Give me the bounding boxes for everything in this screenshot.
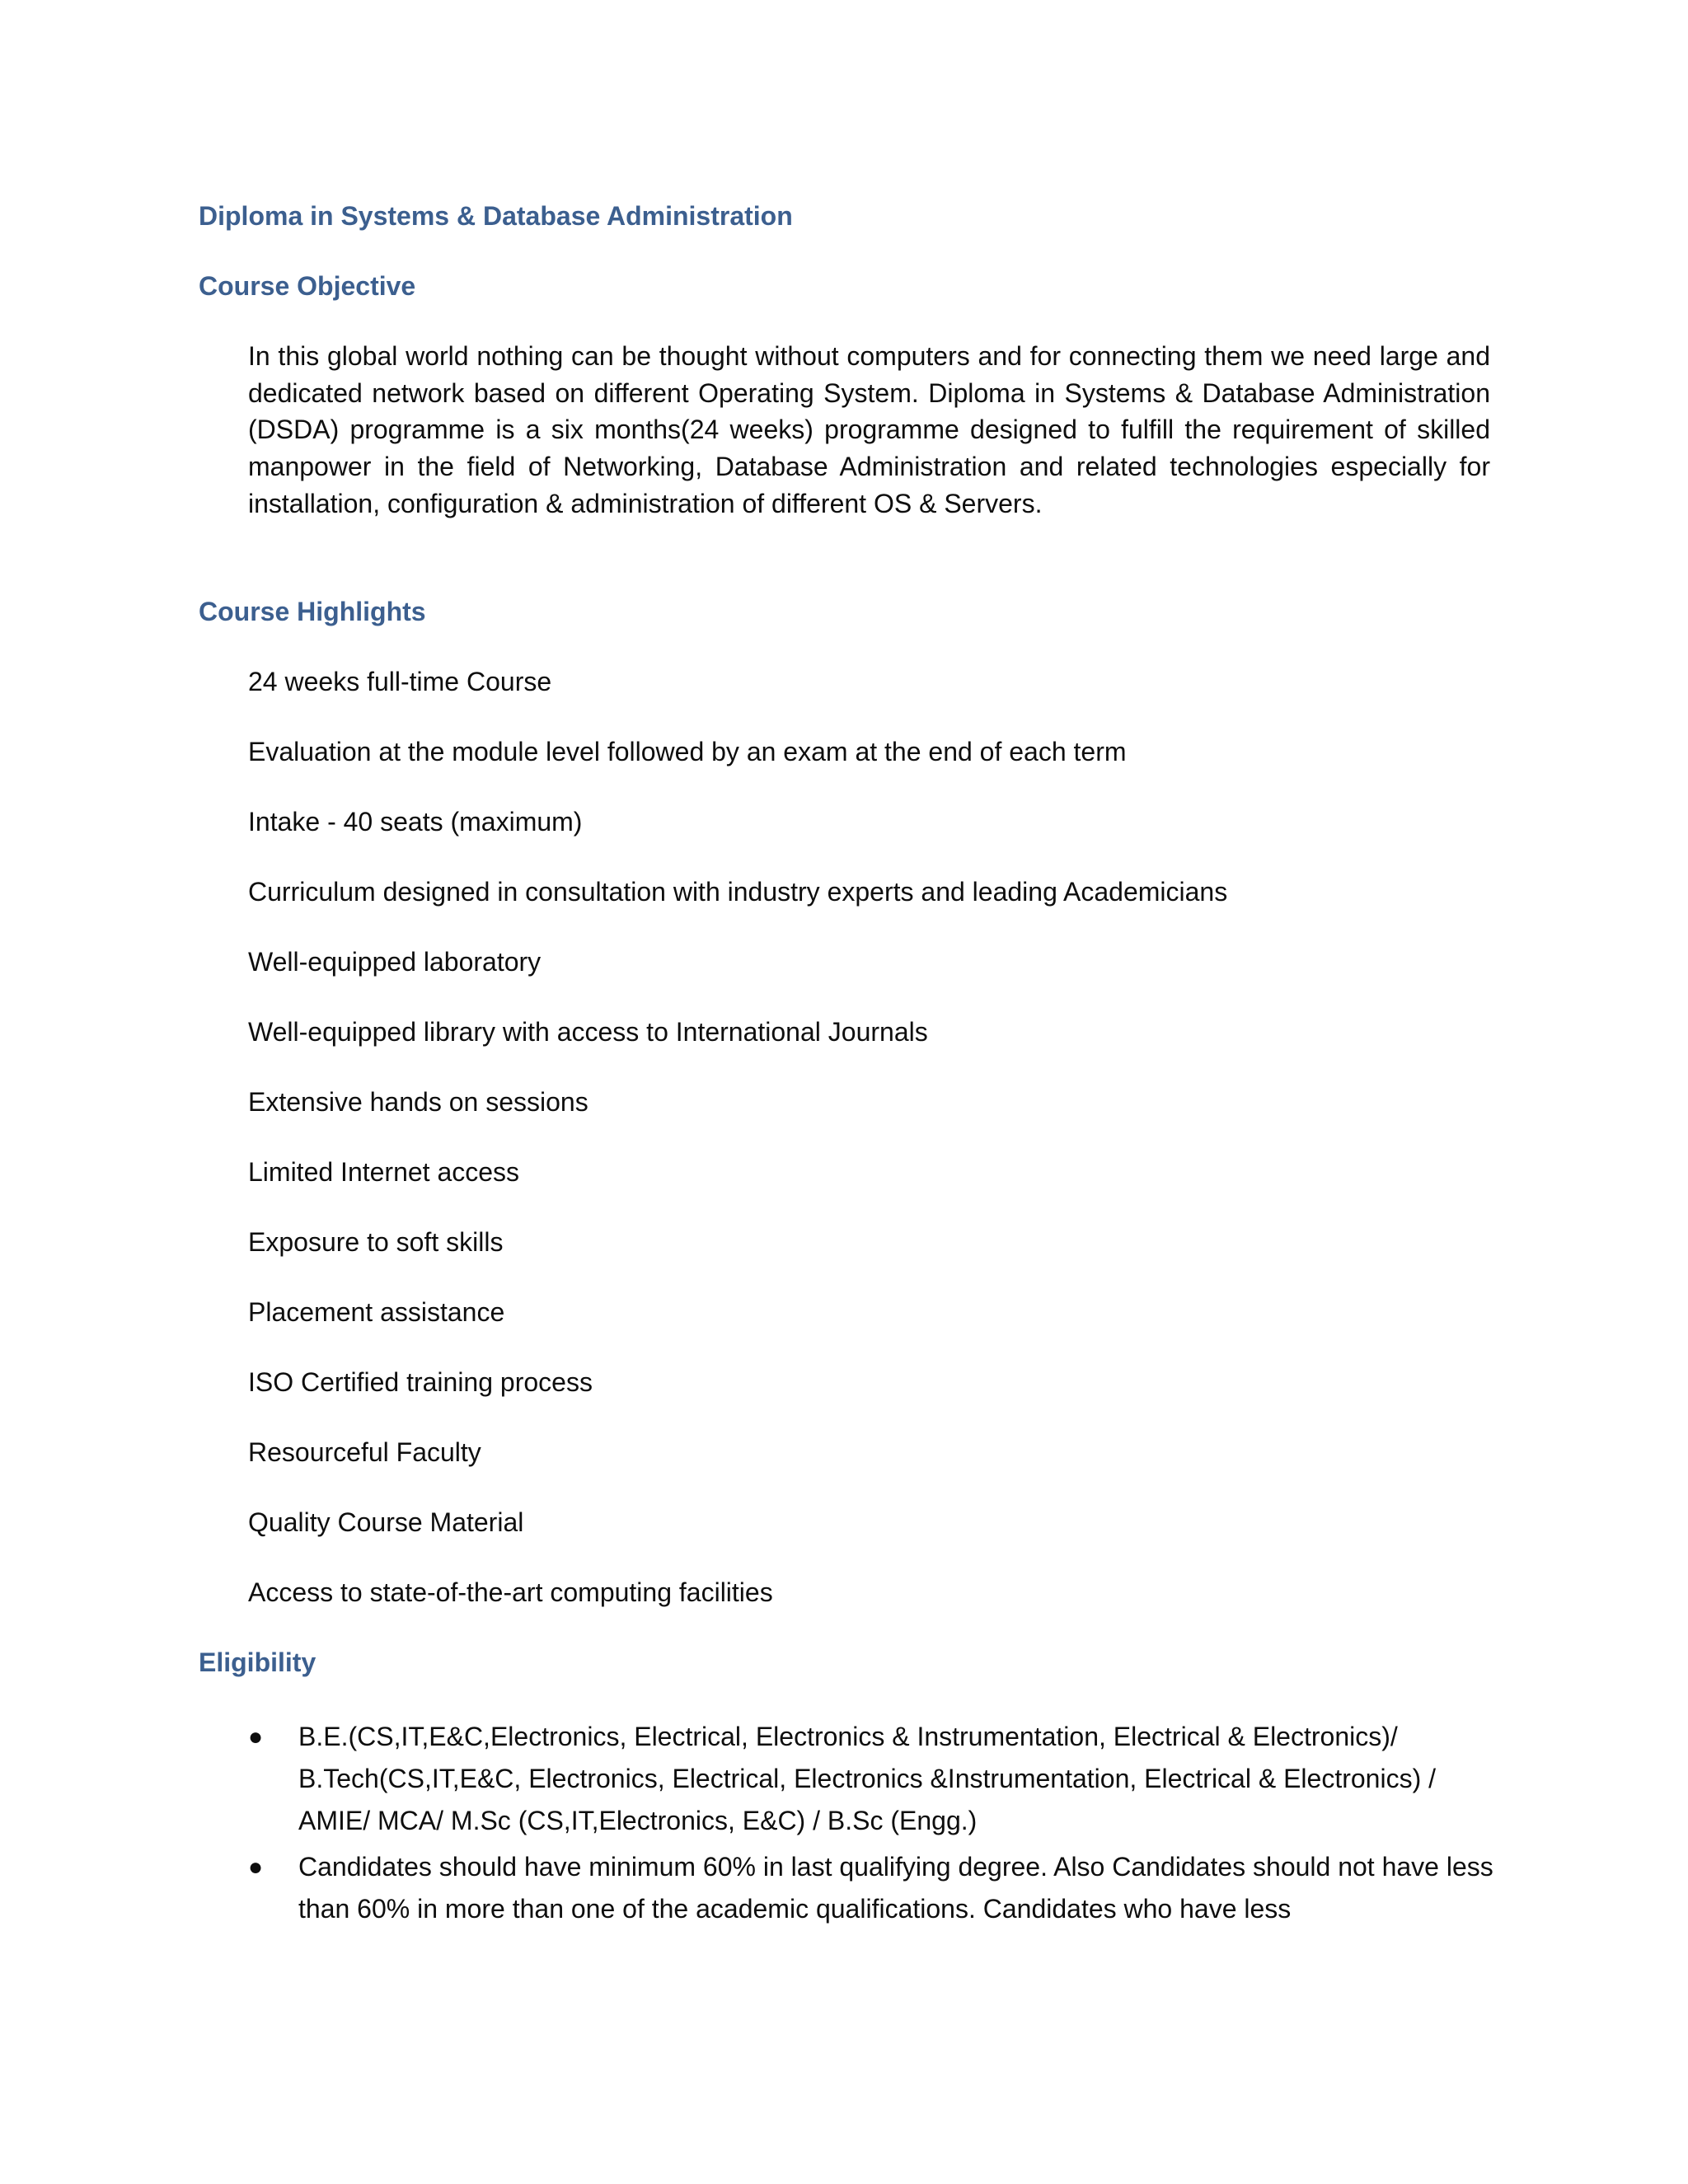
highlight-item: Intake - 40 seats (maximum) (248, 807, 583, 837)
document-title: Diploma in Systems & Database Administration (199, 201, 793, 231)
highlight-item: Resourceful Faculty (248, 1437, 481, 1467)
highlight-item: Access to state-of-the-art computing facilities (248, 1577, 773, 1607)
bullet-icon: ● (248, 1723, 264, 1750)
highlight-item: Limited Internet access (248, 1157, 520, 1187)
course-highlights-heading: Course Highlights (199, 597, 426, 626)
eligibility-heading: Eligibility (199, 1647, 316, 1677)
eligibility-item-text: B.E.(CS,IT,E&C,Electronics, Electrical, Electronics & Instrumentation, Electrical & Electronics)/ B.Tech(CS,IT,E&C, Electronics, Electrical, Electronics &Instrumentation, Electrical & Electronics) / AMIE/ MCA/ M.Sc (CS,IT,Electronics, E&C) / B.Sc (Engg.) (298, 1722, 1437, 1835)
highlight-item: Placement assistance (248, 1297, 505, 1327)
course-objective-text: In this global world nothing can be thought without computers and for connecting them we need large and dedicated network based on different Operating System. Diploma in Systems & Database Administration (DSDA) programme is a six months(24 weeks) programme designed to fulfill the requirement of skilled manpower in the field of Networking, Database Administration and related technologies especially for installation, configuration & administration of different OS & Servers. (248, 341, 1490, 518)
highlight-item: Curriculum designed in consultation with industry experts and leading Academicians (248, 877, 1228, 907)
highlight-item: Well-equipped laboratory (248, 947, 542, 977)
highlight-item: Extensive hands on sessions (248, 1087, 588, 1117)
highlight-item: Evaluation at the module level followed by an exam at the end of each term (248, 737, 1127, 766)
eligibility-item-text: Candidates should have minimum 60% in last qualifying degree. Also Candidates should not have less than 60% in more than one of the academic qualifications. Candidates who have less (298, 1852, 1493, 1924)
highlight-item: Quality Course Material (248, 1507, 524, 1537)
highlight-item: Exposure to soft skills (248, 1227, 504, 1257)
highlight-item: Well-equipped library with access to International Journals (248, 1017, 928, 1047)
highlight-item: ISO Certified training process (248, 1367, 593, 1397)
bullet-icon: ● (248, 1854, 264, 1881)
course-objective-heading: Course Objective (199, 271, 416, 301)
highlight-item: 24 weeks full-time Course (248, 667, 552, 696)
